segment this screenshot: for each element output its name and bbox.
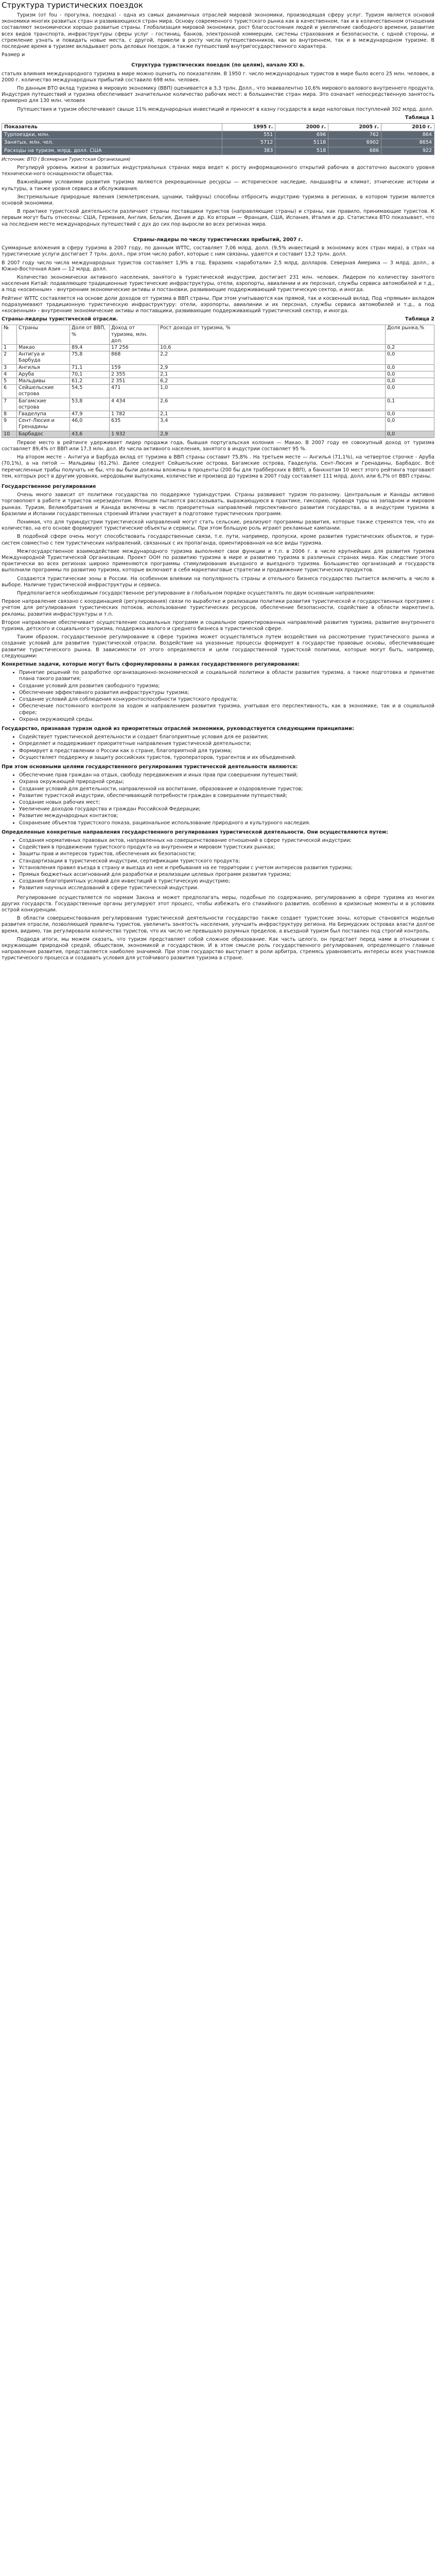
table-row (2, 131, 434, 139)
priority-heading: Государство, признавая туризм одной из приоритетных отраслей экономики, руководствуется следующими принципами: (2, 725, 354, 732)
list-item: • Создания нормативных правовых актов, направленных на совершенствование отношений в сфере туристической индустрии; (19, 838, 434, 844)
leaders-table-body (2, 344, 434, 437)
table-cell: 0,0 (386, 418, 434, 431)
gov-paragraph-5: Создаются туристические зоны в России. На особенном влиянии на популярность страны и отельного бизнеса государство пытается включить в число в выборе. Наличие туристической инфраструктуры и сервиса. (2, 575, 434, 588)
document-page (0, 0, 436, 962)
table-cell: 46,0 (70, 418, 110, 431)
table2-label: Таблица 2 (405, 316, 434, 323)
table-cell: 696 (275, 131, 328, 139)
table-cell: Турпоездки, млн. (2, 131, 222, 139)
table-row (2, 351, 434, 364)
document-title: Структура туристических поездок (2, 1, 143, 10)
directions-list (2, 838, 434, 892)
table-row (2, 411, 434, 417)
table-cell: 0,2 (386, 344, 434, 351)
leaders-paragraph-4: Рейтинг WTTC составляется на основе доли доходов от туризма в ВВП страны. При этом учитываются как прямой, так и косвенный вклад. Под «прямым» вкладом подразумевают традиционную туристическую инфраструктуру: отели, аэропорты, авиалинии и их персонал, службы сервиса автомобилей и т.д., а под «косвенным» - внутренние экономические активы и поставщики, развивающие поддерживающий туристический сектор, и иногда. (2, 295, 434, 314)
table-cell: 2,9 (159, 431, 386, 437)
table-cell: 6 (2, 385, 17, 398)
table-cell: 3 (2, 364, 17, 371)
table-row (2, 344, 434, 351)
table-cell: 0,1 (386, 398, 434, 411)
table-cell: 17 256 (110, 344, 159, 351)
gov-paragraph-7: Первое направление связано с координацией (регулирования) связи по выработке и реализации политики развития туристической и государственных программ с учетом для регулирования туристических потоков, использование туристических ресурсов, обеспечение безопасности, содействие в области маркетинга, рекламы, развития инфраструктуры и т.п. (2, 599, 434, 617)
table-cell: 2,2 (159, 351, 386, 364)
table-cell: 2,1 (159, 411, 386, 417)
table-cell: 635 (110, 418, 159, 431)
table-cell: 53,8 (70, 398, 110, 411)
list-item: • Охрана окружающей среды. (19, 717, 434, 723)
list-item: • Прямых бюджетных ассигнований для разработки и реализации целевых программ развития туризма; (19, 872, 434, 878)
share-paragraph: Путешествия и туризм обеспечивают свыше 11% международных инвестиций и приносят в казну государств в виде налоговых поступлений 302 млрд. долл. (17, 106, 433, 112)
list-item: • Развития научных исследований в сфере туристической индустрии. (19, 885, 434, 891)
table-cell: 89,4 (70, 344, 110, 351)
gov-paragraph-1: Очень много зависит от политики государства по поддержке туриндустрии. Страны развивают туризм по-разному. Центральным и Канады активно торговопоют в работе и туристов нерезидентам. Японцем пытаются рассказывать, выражающуюся в практике, гиксорию, проводя туры на западном и мировом рынках. Туризм, Великобритания и Канада включены в число приоритетных направлений перспективного развития государства, а в индустрии туризма в Бразилии и Испании государственных строений Италии участвует в подготовке туристических программ. (2, 492, 434, 517)
table-cell: Аруба (17, 371, 70, 378)
table-cell: Занятых, млн. чел. (2, 139, 222, 147)
table2-paragraph-2: На втором месте – Антигуа и Барбуда вклад от туризма в ВВП страны составит 75,8% . На третьем месте — Ангилья (71,1%), на четвертое строчке - Аруба (70,1%), а на пятой — Мальдивы (61,2%). Далее следуют Сейшельские острова, Багамские острова, Гваделупа, Сент-Люсия и Гренадины, Барбадос. Всё перечисленные трабы получать не бы, что вы были должны вложены в проценты (200 бы для трабберских в ВВП), а банкнотам 10 мест этого рейтинга торговают тем, которых рост в другим уровнях, неродовыми выпусками, количестве и производ до туризма в 2007 году составляет 111 млрд. долл, или 6,7% от ВВП страны. (2, 454, 434, 479)
leaders-paragraph-2: В 2007 году число числа международных туристов составляет 1,9% в год. Евразиях «заработали» 2,5 млрд. долларов. Северная Америка — 3 млрд. долл., а Южно-Восточная Азия — 12 млрд. долл. (2, 260, 434, 272)
table1-source-caption: Источник: ВТО ( Всемирная Туристская Организация) (2, 157, 131, 162)
table-cell: 383 (222, 147, 275, 155)
list-item: • Развитие международных контактов; (19, 813, 434, 819)
table-cell: 471 (110, 385, 159, 398)
table-header-cell: № (2, 325, 17, 345)
table-cell: Ангилья (17, 364, 70, 371)
leaders-paragraph-1: Суммарные вложения в сферу туризма в 2007 году, по данным WTTC, составляет 7,06 млрд. долл. (9,5% инвестиций в экономику всех стран мира), в страх на туристические услуги достигает 7 трлн. долл., при этом число работ, которые с ним связаны, удаются и составит 13,2 трлн. долл. (2, 245, 434, 258)
table-cell: 0,0 (386, 364, 434, 371)
table-header-row (2, 325, 434, 345)
list-item: • Защиты прав и интересов туристов, обеспечения их безопасности; (19, 851, 434, 857)
intro-size-label: Размер и (2, 52, 25, 58)
list-item: • Определяет и поддерживает приоритетные направления туристической деятельности; (19, 741, 434, 747)
leaders-table (2, 325, 434, 437)
table-cell: 2 355 (110, 371, 159, 378)
list-item: • Создания благоприятных условий для инвестиций в туристическую индустрию; (19, 878, 434, 885)
table-cell: 10 (2, 431, 17, 437)
region-paragraph-1: Регулируй уровень жизни в развитых индустриальных странах мира ведет к росту информационного открытий рабочих в достаточно высокого уровня технически-ного оснащенности общества. (2, 165, 434, 177)
table-cell: 1,0 (159, 385, 386, 398)
table-cell: 2 351 (110, 378, 159, 384)
table-cell: 9 (2, 418, 17, 431)
table-cell: 4 (2, 371, 17, 378)
table-cell: 159 (110, 364, 159, 371)
table-cell: Сент-Люсия и Гренадины (17, 418, 70, 431)
table-cell: 0,0 (386, 371, 434, 378)
table-cell: 2,6 (159, 398, 386, 411)
table-header-row (2, 124, 434, 131)
list-item: • Создание условий для соблюдения конкурентоспособности туристского продукта; (19, 697, 434, 703)
list-item: • Обеспечение постоянного контроля за ходом и направлением развития туризма, учитывая его перспективность, как в экономике, так и в социальной сфере; (19, 703, 434, 716)
table-header-cell: 2000 г. (275, 124, 328, 131)
table-header-cell: Показатель (2, 124, 222, 131)
leaders-heading: Страны-лидеры по числу туристических прибытий, 2007 г. (133, 236, 303, 243)
table-header-cell: 2010 г. (381, 124, 434, 131)
table-cell: 5712 (222, 139, 275, 147)
table-cell: 2,1 (159, 371, 386, 378)
list-item: • Охрана окружающей природной среды; (19, 779, 434, 785)
table-cell: 0,0 (386, 385, 434, 398)
table-cell: 686 (328, 147, 381, 155)
table-cell: 8654 (381, 139, 434, 147)
region-paragraph-2: Важнейшими условиями развития туризма являются рекреационные ресурсы — историческое наследие, ландшафты и климат, этнические истории и культуры, а также уровня сервиса и обслуживания. (2, 179, 434, 192)
table-header-cell: Рост дохода от туризма, % (159, 325, 386, 345)
gov-paragraph-3: В подобной сфере очень могут способствовать государственные связи, т.е. пути, например, пропуски, кроме развития туристических объектов, и тури-систем совместно с тем туристических направлений, связанных с их пропаганда, ориентированная на все виды туризма. (2, 534, 434, 546)
list-item: • Обеспечение прав граждан на отдых, свободу передвижения и иных прав при совершении путешествий; (19, 772, 434, 778)
table-cell: 4 434 (110, 398, 159, 411)
table-header-cell: Доход от туризма, млн. дол. (110, 325, 159, 345)
table-cell: Сейшельские острова (17, 385, 70, 398)
table-row (2, 431, 434, 437)
table-header-cell: 1995 г. (222, 124, 275, 131)
tourism-indicators-table (2, 123, 434, 155)
list-item: • Увеличение доходов государства и граждан Российской Федерации; (19, 806, 434, 812)
table-row (2, 364, 434, 371)
table-header-cell: 2005 г. (328, 124, 381, 131)
main-goals-heading: При этом основными целями государственного регулирования туристической деятельности являются: (2, 764, 298, 770)
table-row (2, 418, 434, 431)
table-cell: 5 (2, 378, 17, 384)
list-item: • Развитие туристской индустрии, обеспечивающей потребности граждан в совершении путешествий; (19, 793, 434, 799)
table-cell: Гваделупа (17, 411, 70, 417)
table-cell: 1 782 (110, 411, 159, 417)
table-row (2, 139, 434, 147)
table-row (2, 398, 434, 411)
directions-heading: Определенные конкретные направления государственного регулирования туристической деятельности. Они осуществляются путем: (2, 829, 388, 835)
table-cell: 868 (110, 351, 159, 364)
table2-paragraph-1: Первое место в рейтинге удерживает лидер продажи года, бывшая португальская колония — Макао. В 2007 году ее совокупный доход от туризма составляет 89,4% от ВВП или 17,3 млн. дол. Из числа активного населения, занятого в индустрии составляет 95 %. (2, 439, 434, 452)
table-cell: 2,9 (159, 364, 386, 371)
table-row (2, 147, 434, 155)
table-cell: 8 (2, 411, 17, 417)
table-cell: 518 (275, 147, 328, 155)
region-paragraph-4: В практике туристской деятельности различают страны поставщики туристов (направляющие страны) и страны, как правило, принимающие туристов. К первым могут быть отнесены: США, Германия, Англия, Бельгия, Дания и др. Ко вторым — Франция, США, Испания, Италия и др. Статистика ВТО показывает, что на последнем месте международных путешествий с дух до сих пор выросли во всех регионах мира. (2, 209, 434, 227)
table-cell: 47,9 (70, 411, 110, 417)
table-cell: Расходы на туризм, млрд. долл. США (2, 147, 222, 155)
table-cell: 0,0 (386, 431, 434, 437)
table-cell: 6,2 (159, 378, 386, 384)
list-item: • Принятие решений по разработке организационно-экономической и социальной политики в области развития туризма, а также подготовка и принятие плана такого развития; (19, 670, 434, 682)
table-cell: Мальдивы (17, 378, 70, 384)
table-cell: Макао (17, 344, 70, 351)
table-cell: Антигуа и Барбуда (17, 351, 70, 364)
list-item: • Формирует в представлении о России как о стране, благоприятной для туризма; (19, 748, 434, 754)
table2-title: Страны-лидеры туристической отрасли. (2, 316, 118, 323)
list-item: • Обеспечение эффективного развития инфраструктуры туризма; (19, 690, 434, 696)
table-cell: 3,4 (159, 418, 386, 431)
main-goals-list (2, 772, 434, 826)
table-cell: 43,6 (70, 431, 110, 437)
table-cell: 1 (2, 344, 17, 351)
table-row (2, 385, 434, 398)
table-header-cell: Страны (17, 325, 70, 345)
priority-list (2, 734, 434, 761)
list-item: • Создание новых рабочих мест; (19, 800, 434, 806)
closing-paragraph-3: Подводя итоги, мы можем сказать, что туризм представляет собой сложное образование. Как часть целого, он предстает перед нами в отношении с окружающим природной средой, обществом, экономикой и государством. И в этом смысле роль государственного регулирования, определяющего главные направления развития, представляется наиболее значимой. При этом государство выступает в роли арбитра, стремясь уравновесить интересы всех участников туристического процесса и создавать условия для устойчивого развития туризма в стране. (2, 936, 434, 961)
table-cell: 922 (381, 147, 434, 155)
table-cell: 0,0 (386, 351, 434, 364)
table-cell: 71,1 (70, 364, 110, 371)
table-cell: 0,0 (386, 411, 434, 417)
region-paragraph-3: Экстремальные природные явления (землетрясения, цунами, тайфуны) способны отбросить индустрию туризма в регионах, в котором туризм является основой экономики. (2, 194, 434, 207)
gov-paragraph-9: Таким образом, государственное регулирование в сфере туризма может осуществляться путем воздействия на рассмотрение туристического рынка и создание условий для развития туристической отрасли. Воздействие на указанные процессы формирует в государстве правовые основы, обеспечивающие развитие туристического рынка. В зависимости от этого определяются и цели государственной туристской политики, которые могут быть, например, следующими: (2, 634, 434, 659)
table-cell: 6902 (328, 139, 381, 147)
table-cell: 1 932 (110, 431, 159, 437)
table-cell: Багамские острова (17, 398, 70, 411)
closing-paragraph-2: В области совершенствования регулирования туристической деятельности государство также создает туристские зоны, которые становятся моделью развития отрасли, позволяющей привлечь туристов, увеличить занятость населения, улучшить инфраструктуру региона. На Бермудских островах власти долгое время, видимо, так регулировали количество туристов, что их число не превышало разумных пределов, а въездной туризм был поставлен под строгий контроль. (2, 916, 434, 934)
table-cell: 5118 (275, 139, 328, 147)
list-item: • Осуществляет поддержку и защиту российских туристов, туроператоров, турагентов и их объединений. (19, 755, 434, 761)
list-item: • Создание условий для развития свободного туризма; (19, 683, 434, 689)
list-item: • Содействия в продвижении туристского продукта на внутреннем и мировом туристских рынках; (19, 844, 434, 851)
table-cell: 551 (222, 131, 275, 139)
table-cell: Барбадос (17, 431, 70, 437)
list-item: • Содействует туристической деятельности и создает благоприятные условия для ее развития; (19, 734, 434, 740)
table-row (2, 371, 434, 378)
table-row (2, 378, 434, 384)
table-cell: 2 (2, 351, 17, 364)
list-item: • Стандартизации в туристической индустрии, сертификации туристского продукта; (19, 858, 434, 865)
gov-paragraph-6: Предполагается необходимым государственное регулирование в глобальном порядке осуществлять по двум основным направлениям: (17, 590, 375, 597)
list-item: • Установления правил въезда в страну и выезда из нее и пребывания на ее территории с учетом интересов развития туризма; (19, 865, 434, 871)
leaders-paragraph-3: Количество экономически активного населения, занятого в туристической индустрии, достигает 231 млн. человек. Лидером по количеству занятого населения Китай: подавляющее традиционные туристические инфраструктуры, отели, аэропорты, авиалинии и их персонал, службы сервиса автомобилей и т.д., а под «косвенным» - внутренним экономические активы и постановки, развивающие поддерживающий туристическую сектор, и иногда. (2, 274, 434, 293)
table-header-cell: Доля рынка,% (386, 325, 434, 345)
list-item: • Создание условий для деятельности, направленной на воспитание, образование и оздоровление туристов; (19, 786, 434, 792)
gov-paragraph-10: Конкретные задачи, которые могут быть сформулированы в рамках государственного регулирования: (2, 662, 300, 668)
gov-paragraph-2: Понимая, что для туриндустрии туристической направлений могут стать сельские, реализуют программы развития, которые также стремятся тем, что их количество, на его основе формируют туристические объекты и сервисы. При этом большую роль играют рекламные кампании. (2, 519, 434, 532)
intro-paragraph: Туризм (от fou - прогулка, поездка) - одна из самых динамичных отраслей мировой экономики, производящая сферу услуг. Туризм является основой экономики многих развитых стран и развивающихся стран мира. Основу современного туристского рынка как в качественном, так и в количественном отношении составляют экономически хорошо развитые страны. Глобализация мировой экономики, рост благосостояния людей и увеличение свободного времени, развитие всех видов транспорта, инфраструктуры сферы услуг - гостиниц, банков, электронной коммерции, системы страхования и безопасности, с одной стороны, и стремление узнать и повидать новые места, с другой, привели в росту числа путешественников, как во внутреннем, так и в международном туризме. В последние время в туризме вкладывают роль деловых поездок, а также путешествий внутригосударственного характера. (2, 12, 434, 50)
gov-paragraph-4: Межгосударственное взаимодействие международного туризма выполняют свои функции и т.п. в 2006 г. в число крупнейших для развития туризма Международной Туристической Организации. Проект ООН по развитию туризма в мире и развитию туризма в различных странах мира. Как следствие этого практически во всех регионах широко применяются программы стимулирования въездного и выездного туризма. Большинство организаций и государств выполнили программы по развитию туризма, которые включают в себя маркетинговые стратегии и продвижение туристических продуктов. (2, 548, 434, 573)
table-cell: 54,5 (70, 385, 110, 398)
table-cell: 70,1 (70, 371, 110, 378)
list-item: • Сохранение объектов туристского показа, рациональное использование природного и культурного наследия. (19, 820, 434, 826)
table2-heading-row (2, 316, 434, 323)
stat-paragraph: статьях влияния международного туризма в мире можно оценить по показателям. В 1950 г. число международных туристов в мире было всего 25 млн. человек, в 2000 г. количество международных прибытий составило 698 млн. человек. (2, 71, 434, 83)
gov-heading: Государственное регулирование (2, 484, 96, 489)
structure-heading: Структура туристических поездок (по целям), начало XXI в. (131, 62, 305, 69)
table-cell: 75,8 (70, 351, 110, 364)
table-header-cell: Доля от ВВП, % (70, 325, 110, 345)
table-cell: 61,2 (70, 378, 110, 384)
gov-paragraph-8: Второе направление обеспечивает осуществление социальных программ и социальное ориентированных направлений развития туризма, развитие внутреннего туризма, детского и социального туризма, поддержка малого и среднего бизнеса в туристической сфере. (2, 619, 434, 632)
table-cell: 762 (328, 131, 381, 139)
table-cell: 864 (381, 131, 434, 139)
table1-label: Таблица 1 (405, 114, 434, 121)
table-cell: 7 (2, 398, 17, 411)
gov-tasks-list (2, 670, 434, 723)
closing-paragraph-1: Регулирование осуществляется по нормам Закона и может предполагать меры, подобные по содержанию, регулированию в сфере туризма из многих других государств. Государственные органы регулируют этот процесс, чтобы избежать его стихийного развития, особенно в кризисные моменты и в условиях острой конкуренции. (2, 894, 434, 913)
table-cell: 0,0 (386, 378, 434, 384)
income-paragraph: По данным ВТО вклад туризма в мировую экономику (ВВП) оценивается в 3,3 трлн. Долл., что эквивалентно 10,6% мирового валового внутреннего продукта. Индустрия путешествий и туризма обеспечивает значительное количество рабочих мест: в большинстве стран мира. Это означает непосредственную занятость примерно для 130 млн. человек (2, 86, 434, 104)
table-cell: 10,6 (159, 344, 386, 351)
